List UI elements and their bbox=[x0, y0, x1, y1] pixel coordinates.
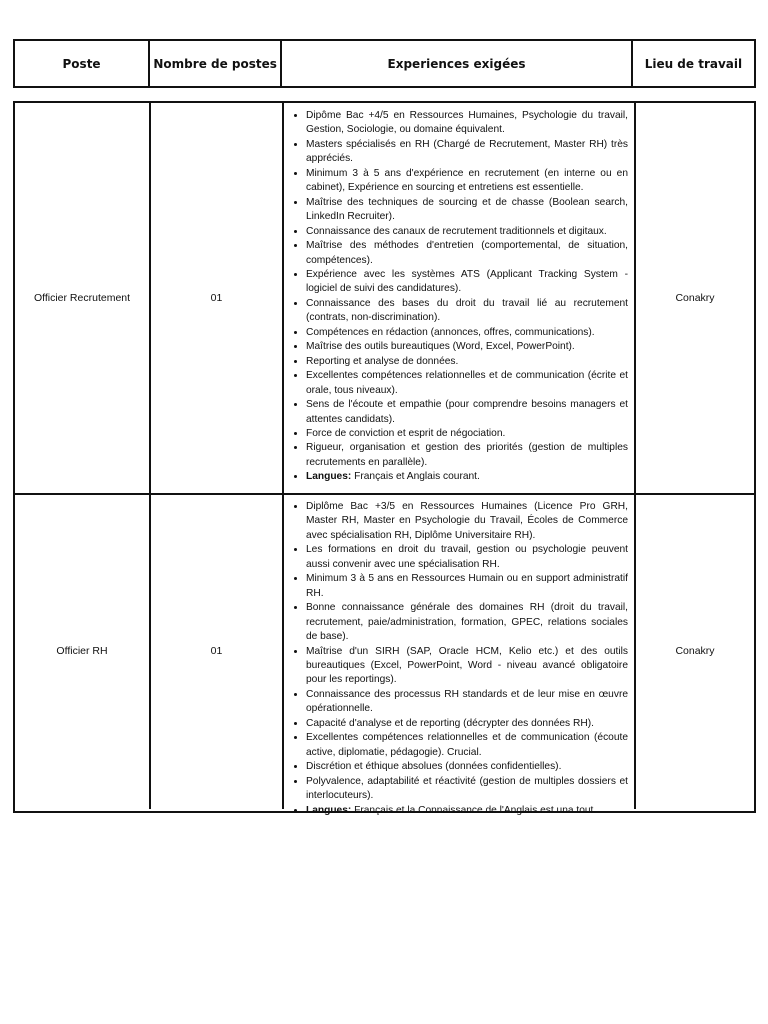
list-item: • Maîtrise des techniques de sourcing et de chasse (Boolean search, LinkedIn Recruiter). bbox=[306, 196, 628, 225]
list-item: • Connaissance des bases du droit du travail lié au recrutement (contrats, non-discrimination). bbox=[306, 297, 628, 326]
list-item: • Rigueur, organisation et gestion des priorités (gestion de multiples recrutements en parallèle). bbox=[306, 441, 628, 470]
cell-lieu: Conakry bbox=[675, 645, 715, 657]
table-row bbox=[15, 493, 754, 816]
list-item: • Bonne connaissance générale des domaines RH (droit du travail, recrutement, paie/administration, formation, GPEC, relations sociales de base). bbox=[306, 601, 628, 644]
list-item: • Connaissance des canaux de recrutement traditionnels et digitaux. bbox=[306, 225, 628, 239]
cell-nombre: 01 bbox=[151, 493, 284, 809]
cell-nombre: 01 bbox=[151, 103, 284, 493]
cell-experiences bbox=[284, 493, 636, 816]
header-lieu-de-travail: Lieu de travail bbox=[644, 56, 743, 71]
list-item-langues bbox=[306, 470, 628, 484]
cell-poste: Officier Recrutement bbox=[15, 103, 151, 493]
langues-text: Français et Anglais courant. bbox=[351, 471, 480, 483]
list-item: • Expérience avec les systèmes ATS (Applicant Tracking System - logiciel de suivi des candidatures). bbox=[306, 268, 628, 297]
list-item: • Minimum 3 à 5 ans d'expérience en recrutement (en interne ou en cabinet), Expérience en sourcing et entretiens est essentielle. bbox=[306, 167, 628, 196]
list-item: • Maîtrise des méthodes d'entretien (comportemental, de situation, compétences). bbox=[306, 239, 628, 268]
list-item: • Sens de l'écoute et empathie (pour comprendre besoins managers et attentes candidats). bbox=[306, 398, 628, 427]
list-item: • Compétences en rédaction (annonces, offres, communications). bbox=[306, 326, 628, 340]
cell-poste: Officier RH bbox=[15, 493, 151, 809]
header-nombre-de-postes: Nombre de postes bbox=[150, 41, 282, 86]
table-row bbox=[15, 103, 754, 495]
table-header bbox=[13, 39, 756, 88]
langues-text: Français et la Connaissance de l'Anglais est una tout. bbox=[351, 804, 597, 816]
list-item: • Dipôme Bac +4/5 en Ressources Humaines, Psychologie du travail, Gestion, Sociologie, ou domaine équivalent. bbox=[306, 109, 628, 138]
langues-label: Langues: bbox=[306, 804, 352, 816]
list-item: • Maîtrise des outils bureautiques (Word, Excel, PowerPoint). bbox=[306, 340, 628, 354]
list-item: • Reporting et analyse de données. bbox=[306, 355, 628, 369]
header-poste: Poste bbox=[15, 41, 150, 86]
list-item: • Connaissance des processus RH standards et de leur mise en œuvre opérationnelle. bbox=[306, 688, 628, 717]
experience-list bbox=[290, 500, 628, 818]
list-item: • Excellentes compétences relationnelles et de communication (écrite et orale, tous niveaux). bbox=[306, 369, 628, 398]
job-table bbox=[13, 101, 756, 816]
list-item: • Force de conviction et esprit de négociation. bbox=[306, 427, 628, 441]
cell-experiences bbox=[284, 103, 636, 493]
list-item: • Les formations en droit du travail, gestion ou psychologie peuvent aussi convenir avec une spécialisation RH. bbox=[306, 543, 628, 572]
list-item: • Capacité d'analyse et de reporting (décrypter des données RH). bbox=[306, 717, 628, 731]
experience-list bbox=[290, 109, 628, 485]
langues-label: Langues: bbox=[306, 471, 352, 483]
list-item: • Masters spécialisés en RH (Chargé de Recrutement, Master RH) très appréciés. bbox=[306, 138, 628, 167]
list-item: • Polyvalence, adaptabilité et réactivité (gestion de multiples dossiers et interlocuteurs). bbox=[306, 775, 628, 804]
cell-lieu: Conakry bbox=[675, 292, 715, 304]
list-item: • Minimum 3 à 5 ans en Ressources Humain ou en support administratif RH. bbox=[306, 572, 628, 601]
list-item: • Excellentes compétences relationnelles et de communication (écoute active, diplomatie, pédagogie). Crucial. bbox=[306, 731, 628, 760]
list-item: • Diplôme Bac +3/5 en Ressources Humaines (Licence Pro GRH, Master RH, Master en Psychologie du Travail, Écoles de Commerce avec spécialisation RH, Diplôme Universitaire RH). bbox=[306, 500, 628, 543]
list-item-langues bbox=[306, 804, 628, 818]
list-item: • Discrétion et éthique absolues (données confidentielles). bbox=[306, 760, 628, 774]
list-item: • Maîtrise d'un SIRH (SAP, Oracle HCM, Kelio etc.) et des outils bureautiques (Excel, PowerPoint, Word - niveau avancé obligatoire pour les reportings). bbox=[306, 645, 628, 688]
header-experiences: Experiences exigées bbox=[282, 41, 633, 86]
